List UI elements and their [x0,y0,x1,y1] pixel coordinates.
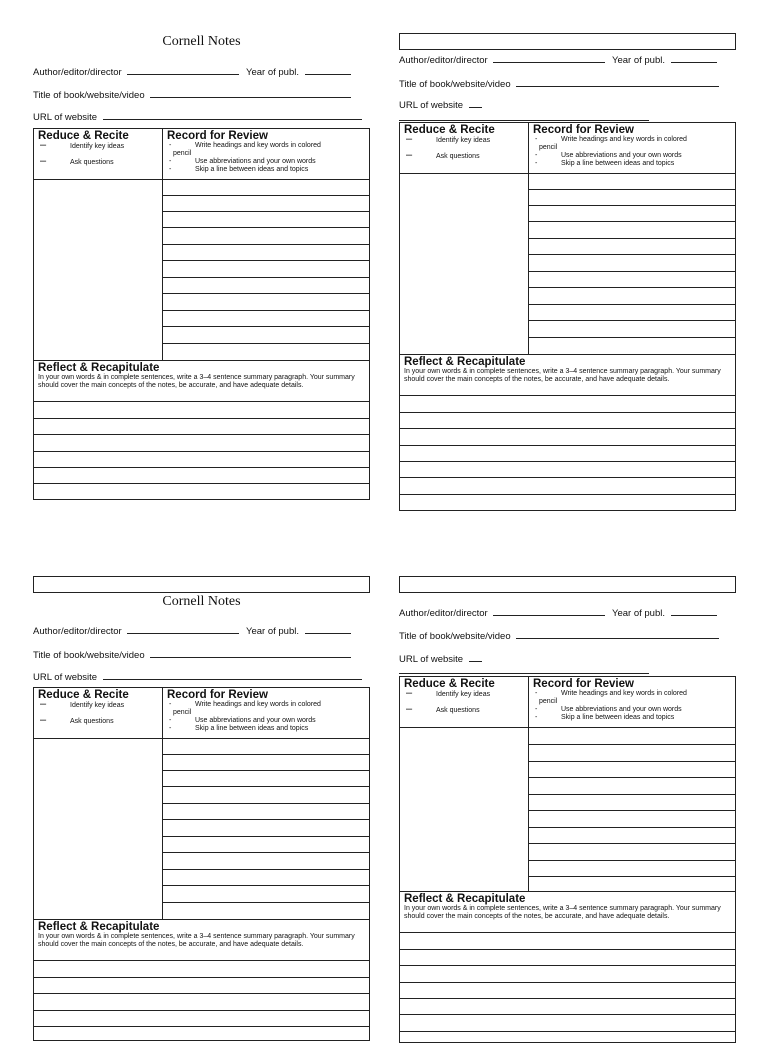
record-item: - Write headings and key words in colored [535,136,687,143]
summary-section[interactable] [400,892,735,1042]
notes-grid [33,128,370,500]
reduce-item: – Ask questions [406,703,480,715]
grid-header [400,123,735,174]
author-field[interactable] [33,66,370,78]
blank-title-box[interactable] [399,576,736,593]
title-input-line[interactable] [516,78,719,87]
reduce-column-header [400,677,529,727]
year-label: Year of publ. [612,55,665,66]
reduce-item: – Identify key ideas [406,687,491,699]
author-field[interactable] [399,607,736,619]
summary-section[interactable] [34,920,369,1040]
year-label: Year of publ. [246,626,299,637]
record-column-header [529,123,735,173]
record-item: - Write headings and key words in colored [169,701,321,708]
title-label: Title of book/website/video [33,90,145,101]
author-field[interactable] [33,625,370,637]
title-label: Title of book/website/video [33,650,145,661]
url-field[interactable] [33,671,370,683]
cue-column[interactable] [400,174,529,354]
year-label: Year of publ. [612,608,665,619]
reduce-title: Reduce & Recite [38,130,129,142]
record-item: pencil [173,709,192,716]
title-field[interactable] [399,630,736,642]
url-label: URL of website [399,100,464,111]
reduce-item: – Identify key ideas [40,698,125,710]
title-label: Title of book/website/video [399,631,511,642]
reflect-title: Reflect & Recapitulate [38,921,160,933]
year-label: Year of publ. [246,67,299,78]
blank-title-box[interactable] [399,33,736,50]
title-input-line[interactable] [150,89,351,98]
record-item: - Use abbreviations and your own words [169,717,316,724]
grid-header [400,677,735,728]
reduce-column-header [400,123,529,173]
reduce-item: – Identify key ideas [40,139,125,151]
author-input-line[interactable] [127,625,239,634]
url-label: URL of website [33,672,98,683]
reflect-instructions: In your own words & in complete sentences, write a 3–4 sentence summary paragraph. Your summary should cover the main concepts of the notes, be accurate, and have adequate details. [38,933,355,948]
title-field[interactable] [399,78,736,90]
record-item: - Use abbreviations and your own words [535,152,682,159]
record-title: Record for Review [533,124,634,136]
record-item: - Skip a line between ideas and topics [535,160,675,167]
title-label: Title of book/website/video [399,79,511,90]
record-item: - Use abbreviations and your own words [535,706,682,713]
reduce-item: – Ask questions [40,714,114,726]
notes-body[interactable] [34,739,369,920]
url-input-line[interactable] [103,111,362,120]
record-item: - Write headings and key words in colored [535,690,687,697]
reflect-title: Reflect & Recapitulate [38,362,160,374]
title-field[interactable] [33,649,370,661]
reduce-title: Reduce & Recite [404,678,495,690]
author-field[interactable] [399,54,736,66]
url-label: URL of website [399,654,464,665]
url-field[interactable] [399,653,736,665]
reflect-title: Reflect & Recapitulate [404,356,526,368]
reflect-title: Reflect & Recapitulate [404,893,526,905]
grid-header [34,129,369,180]
reduce-item: – Ask questions [40,155,114,167]
record-item: - Use abbreviations and your own words [169,158,316,165]
reduce-item: – Identify key ideas [406,133,491,145]
cue-column[interactable] [34,739,163,919]
record-column-header [163,129,369,179]
year-input-line[interactable] [305,625,351,634]
record-title: Record for Review [167,130,268,142]
summary-section[interactable] [400,355,735,510]
blank-title-box[interactable] [33,576,370,593]
author-input-line[interactable] [127,66,239,75]
url-input-line[interactable] [469,653,482,662]
year-input-line[interactable] [671,54,717,63]
year-input-line[interactable] [671,607,717,616]
record-item: pencil [173,150,192,157]
reduce-title: Reduce & Recite [404,124,495,136]
grid-header [34,688,369,739]
author-label: Author/editor/director [33,626,122,637]
notes-grid [399,122,736,511]
url-input-line[interactable] [469,99,482,108]
author-label: Author/editor/director [399,608,488,619]
year-input-line[interactable] [305,66,351,75]
url-field[interactable] [33,111,370,123]
title-input-line[interactable] [516,630,719,639]
title-field[interactable] [33,89,370,101]
cue-column[interactable] [34,180,163,360]
record-item: - Write headings and key words in colored [169,142,321,149]
author-input-line[interactable] [493,607,605,616]
reduce-item: – Ask questions [406,149,480,161]
reduce-title: Reduce & Recite [38,689,129,701]
record-title: Record for Review [533,678,634,690]
record-item: pencil [539,144,558,151]
card-title: Cornell Notes [162,34,241,49]
reduce-column-header [34,129,163,179]
url-field[interactable] [399,99,736,111]
author-input-line[interactable] [493,54,605,63]
record-column-header [529,677,735,727]
record-item: - Skip a line between ideas and topics [169,166,309,173]
author-label: Author/editor/director [399,55,488,66]
card-title: Cornell Notes [162,594,241,609]
author-label: Author/editor/director [33,67,122,78]
notes-body[interactable] [34,180,369,361]
reduce-column-header [34,688,163,738]
record-item: pencil [539,698,558,705]
notes-grid [33,687,370,1041]
record-title: Record for Review [167,689,268,701]
notes-body[interactable] [400,174,735,355]
record-item: - Skip a line between ideas and topics [535,714,675,721]
summary-section[interactable] [34,361,369,499]
url-input-line[interactable] [103,671,362,680]
notes-grid [399,676,736,1043]
reflect-instructions: In your own words & in complete sentences, write a 3–4 sentence summary paragraph. Your summary should cover the main concepts of the notes, be accurate, and have adequate details. [404,368,721,383]
record-item: - Skip a line between ideas and topics [169,725,309,732]
url-label: URL of website [33,112,98,123]
notes-body[interactable] [400,728,735,892]
reflect-instructions: In your own words & in complete sentences, write a 3–4 sentence summary paragraph. Your summary should cover the main concepts of the notes, be accurate, and have adequate details. [38,374,355,389]
cue-column[interactable] [400,728,529,891]
record-column-header [163,688,369,738]
title-input-line[interactable] [150,649,351,658]
reflect-instructions: In your own words & in complete sentences, write a 3–4 sentence summary paragraph. Your summary should cover the main concepts of the notes, be accurate, and have adequate details. [404,905,721,920]
